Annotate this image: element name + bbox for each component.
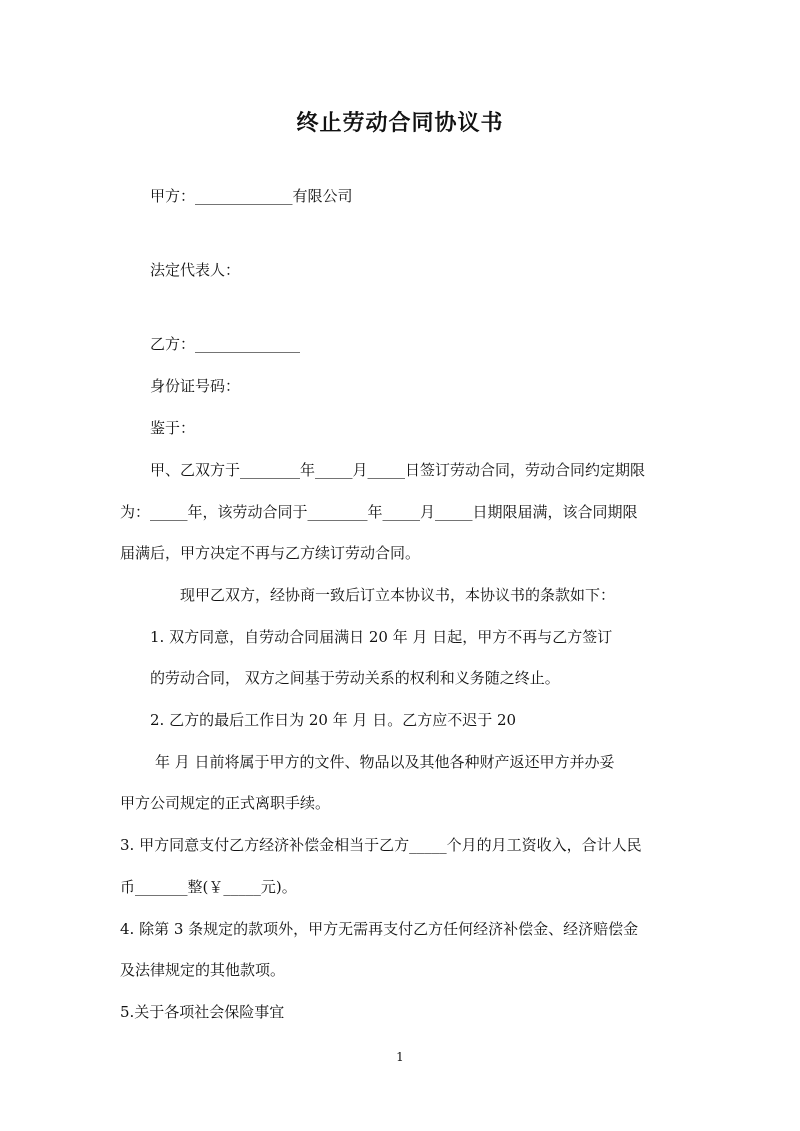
clause-2-line-3: 甲方公司规定的正式离职手续。 (120, 794, 331, 812)
clause-4-line-2: 及法律规定的其他款项。 (120, 961, 286, 979)
page-title: 终止劳动合同协议书 (296, 111, 504, 136)
clause-2-line-1: 2. 乙方的最后工作日为 20 年 月 日。乙方应不迟于 20 (150, 711, 517, 729)
clause-4-line-1: 4. 除第 3 条规定的款项外，甲方无需再支付乙方任何经济补偿金、经济赔偿金 (120, 920, 639, 938)
id-number-line: 身份证号码： (150, 377, 241, 395)
intro-line: 现甲乙双方，经协商一致后订立本协议书，本协议书的条款如下： (180, 586, 616, 604)
legal-rep-line: 法定代表人： (150, 261, 241, 279)
party-b-line: 乙方：______________ (150, 335, 301, 353)
clause-1-line-1: 1. 双方同意，自劳动合同届满日 20 年 月 日起，甲方不再与乙方签订 (150, 628, 613, 646)
page-number: 1 (396, 1050, 404, 1064)
paragraph-1-line-3: 届满后，甲方决定不再与乙方续订劳动合同。 (120, 544, 421, 562)
clause-2-line-2: 年 月 日前将属于甲方的文件、物品以及其他各种财产返还甲方并办妥 (155, 753, 615, 771)
clause-3-line-1: 3. 甲方同意支付乙方经济补偿金相当于乙方_____个月的月工资收入，合计人民 (120, 836, 642, 854)
paragraph-1-line-2: 为：_____年，该劳动合同于________年_____月_____日期限届满，该合同期限 (120, 503, 638, 521)
clause-5-line: 5.关于各项社会保险事宜 (120, 1003, 285, 1021)
clause-1-line-2: 的劳动合同， 双方之间基于劳动关系的权利和义务随之终止。 (150, 669, 560, 687)
clause-3-line-2: 币_______整(￥_____元)。 (120, 878, 297, 896)
paragraph-1-line-1: 甲、乙双方于________年_____月_____日签订劳动合同，劳动合同约定期限 (150, 461, 646, 479)
whereas-line: 鉴于： (150, 419, 196, 437)
party-a-line: 甲方：_____________有限公司 (150, 187, 353, 205)
